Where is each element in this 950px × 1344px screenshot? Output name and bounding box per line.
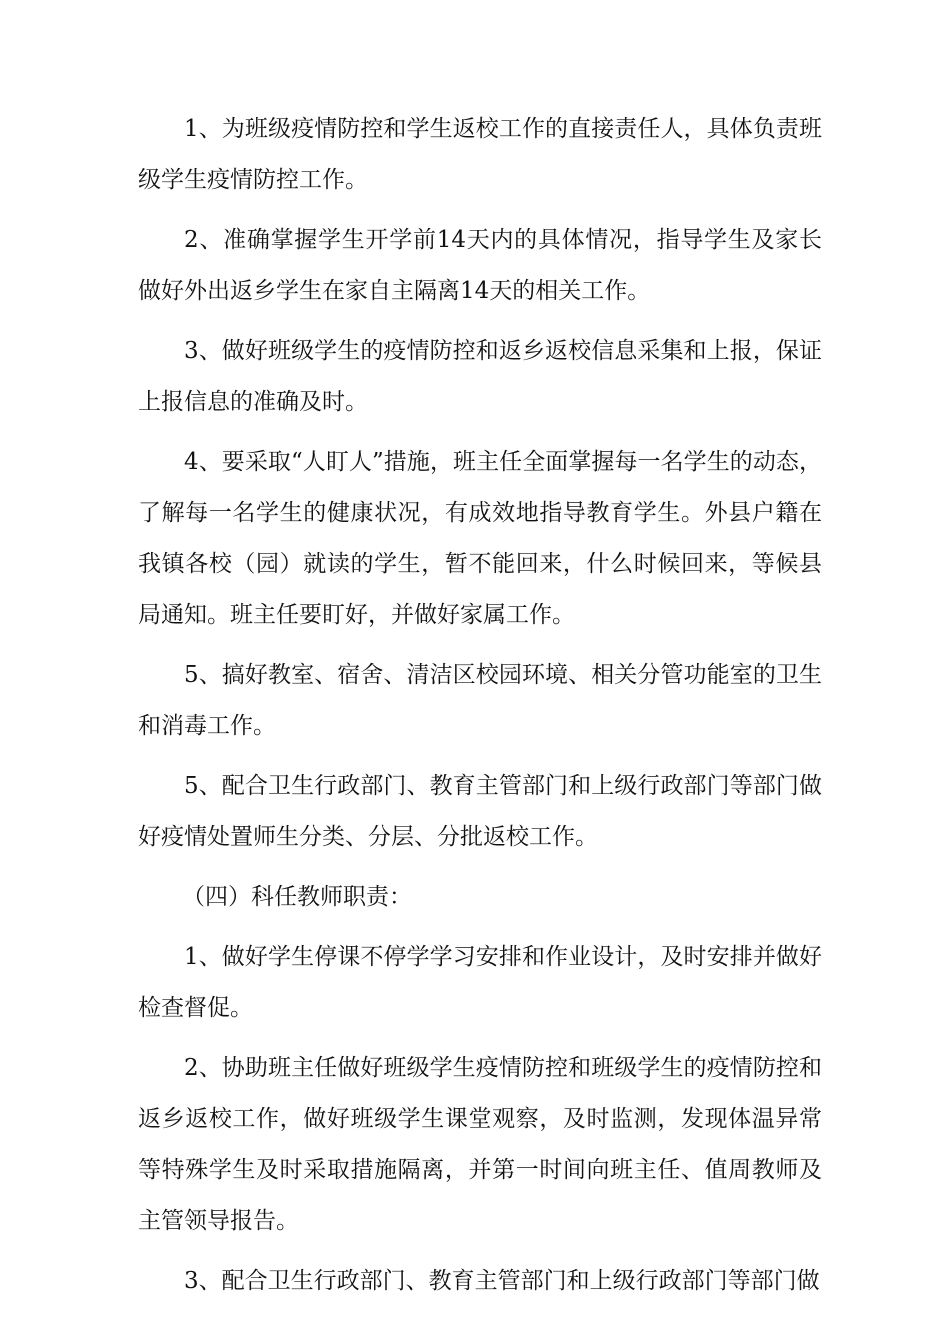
- paragraph-7: 1、做好学生停课不停学学习安排和作业设计，及时安排并做好检查督促。: [138, 944, 822, 1021]
- paragraph-5: 5、搞好教室、宿舍、清洁区校园环境、相关分管功能室的卫生和消毒工作。: [138, 662, 822, 739]
- paragraph-9: 3、配合卫生行政部门、教育主管部门和上级行政部门等部门做: [184, 1268, 820, 1294]
- section-heading: （四）科任教师职责：: [182, 884, 412, 910]
- paragraph-3: 3、做好班级学生的疫情防控和返乡返校信息采集和上报，保证上报信息的准确及时。: [138, 338, 822, 415]
- paragraph-6: 5、配合卫生行政部门、教育主管部门和上级行政部门等部门做好疫情处置师生分类、分层、分批返校工作。: [138, 773, 822, 850]
- paragraph-1: 1、为班级疫情防控和学生返校工作的直接责任人，具体负责班级学生疫情防控工作。: [138, 116, 822, 193]
- document-body: [138, 104, 822, 1316]
- paragraph-2: 2、准确掌握学生开学前14天内的具体情况，指导学生及家长做好外出返乡学生在家自主隔离14天的相关工作。: [138, 227, 822, 304]
- paragraph-4: 4、要采取“人盯人”措施，班主任全面掌握每一名学生的动态，了解每一名学生的健康状况，有成效地指导教育学生。外县户籍在我镇各校（园）就读的学生，暂不能回来，什么时候回来，等候县局通知。班主任要盯好，并做好家属工作。: [138, 449, 822, 628]
- paragraph-8: 2、协助班主任做好班级学生疫情防控和班级学生的疫情防控和返乡返校工作，做好班级学生课堂观察，及时监测，发现体温异常等特殊学生及时采取措施隔离，并第一时间向班主任、值周教师及主管领导报告。: [138, 1055, 822, 1234]
